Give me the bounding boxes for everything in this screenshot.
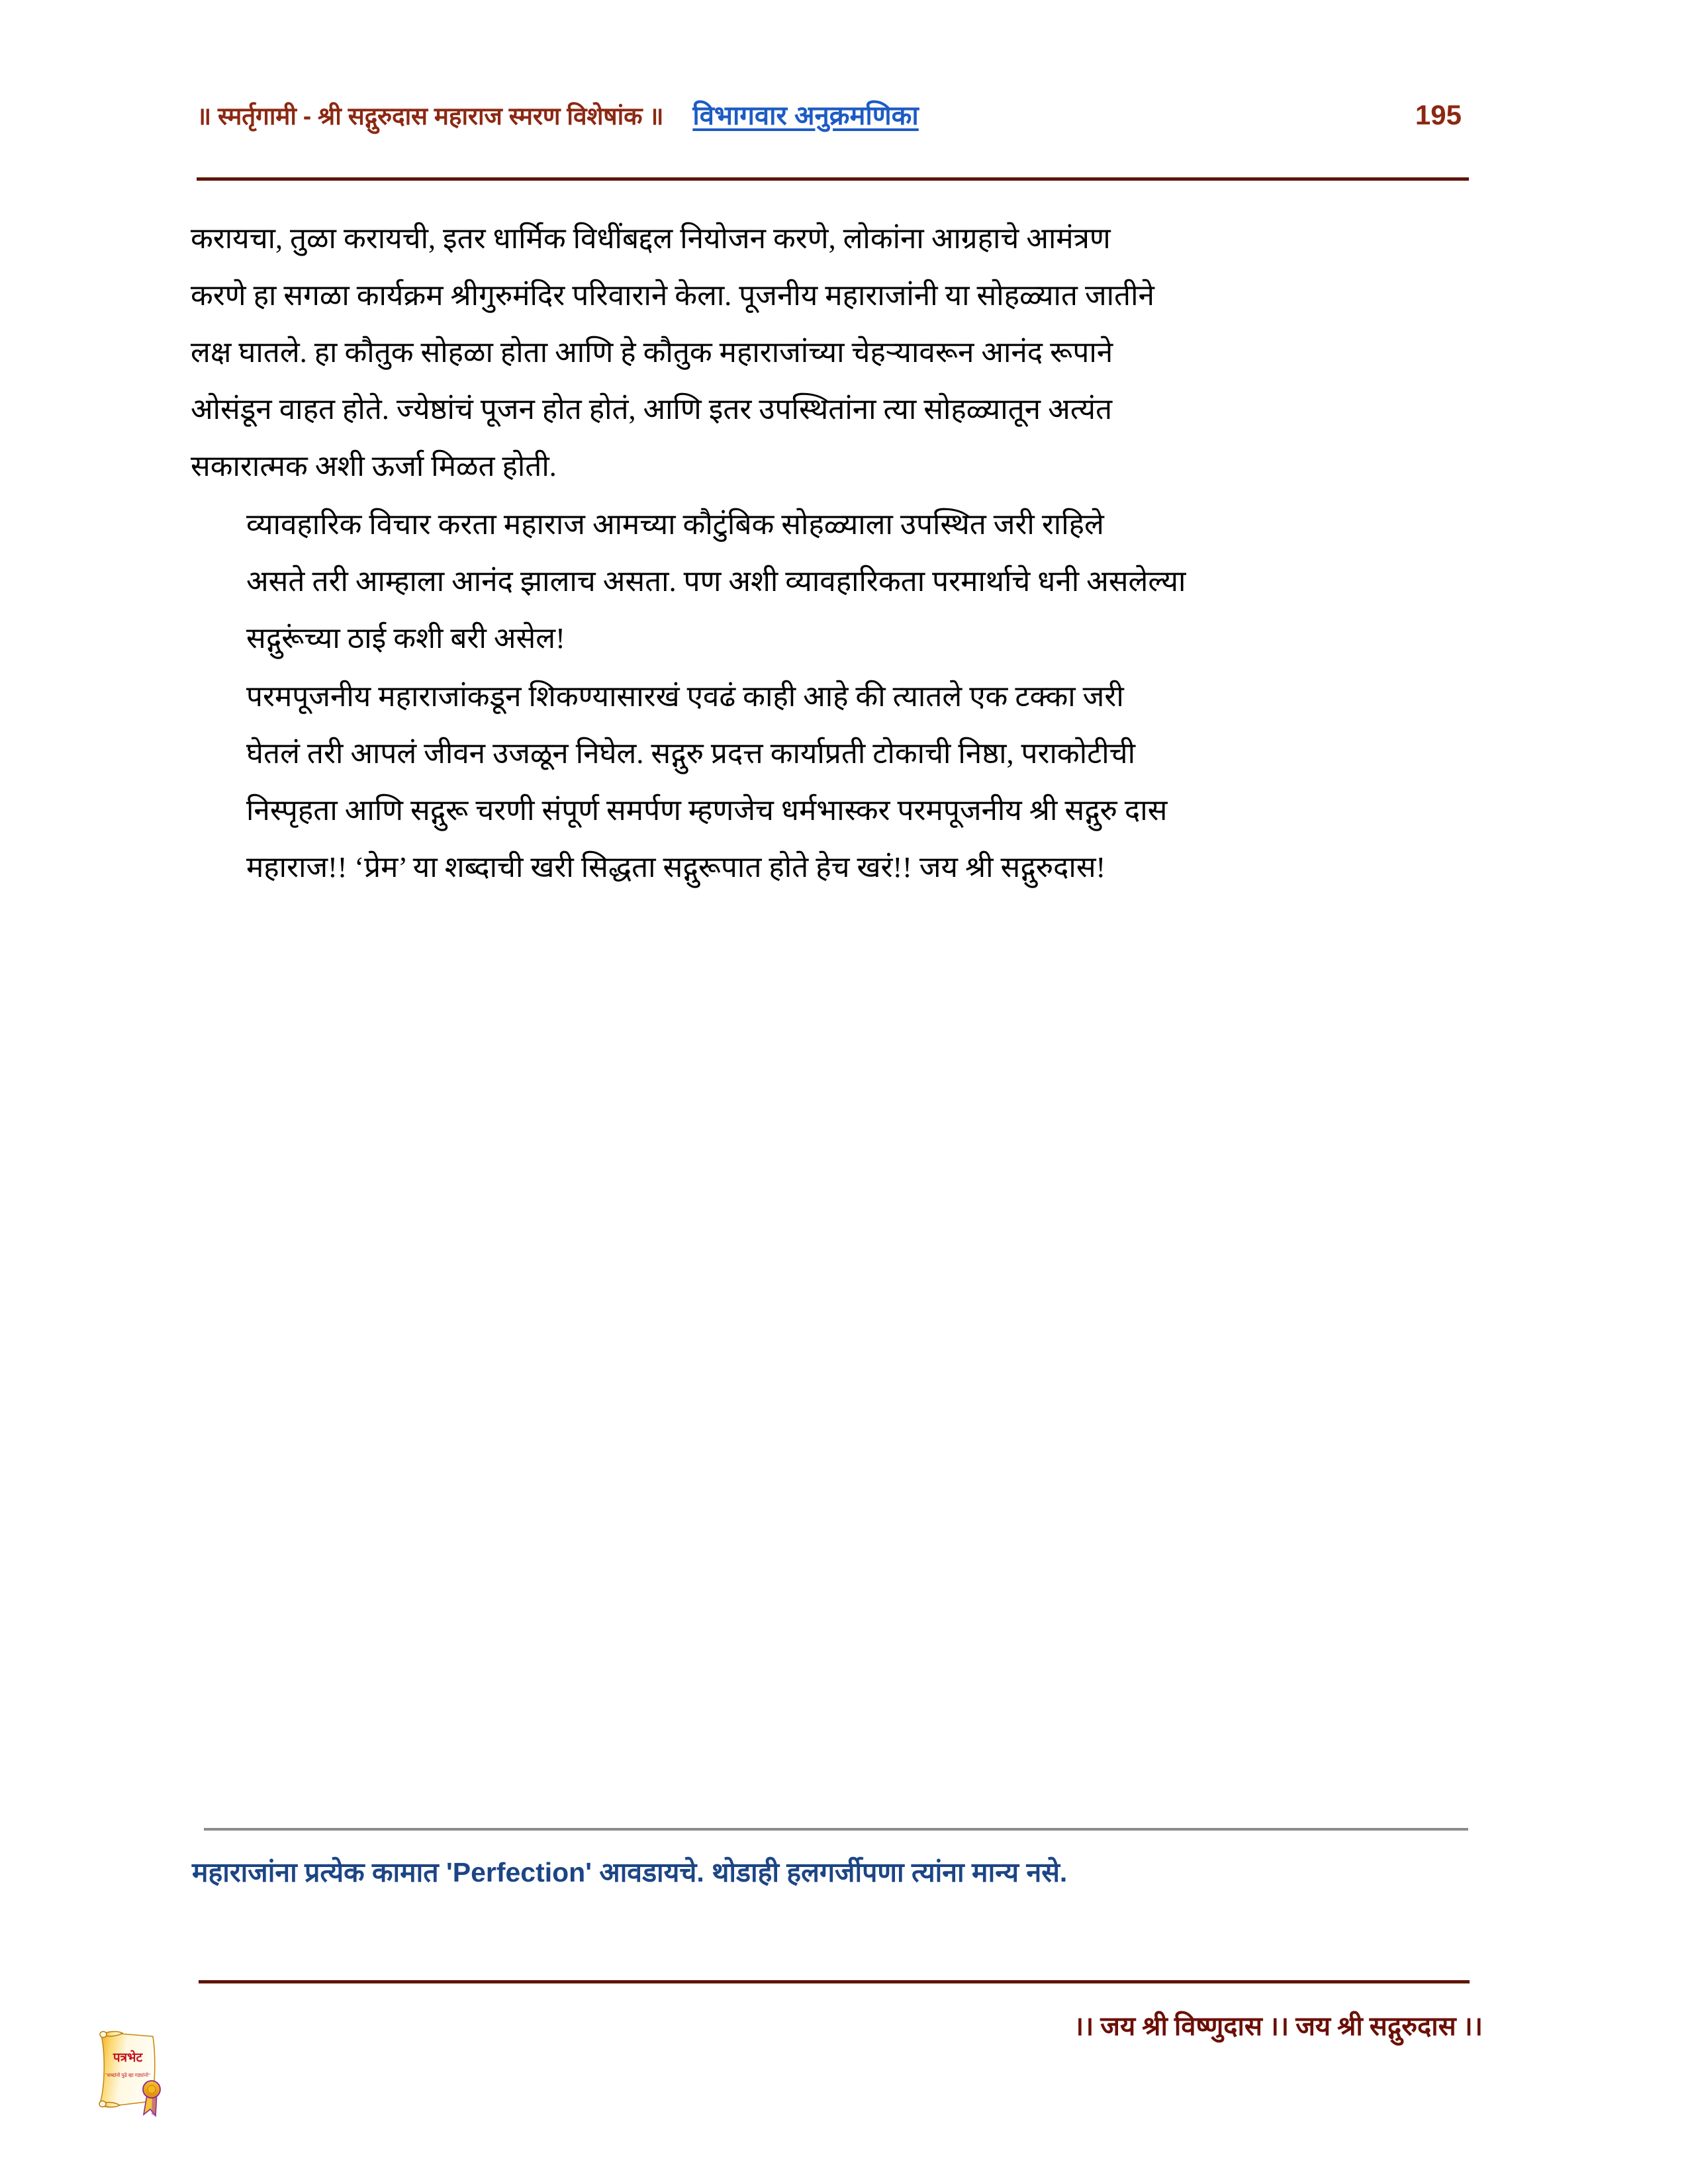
text-line: निस्पृहता आणि सद्गुरू चरणी संपूर्ण समर्पण म्हणजेच धर्मभास्कर परमपूजनीय श्री सद्गुरु दास (246, 794, 1168, 827)
text-line: सकारात्मक अशी ऊर्जा मिळत होती. (191, 450, 557, 482)
text-line: लक्ष घातले. हा कौतुक सोहळा होता आणि हे कौतुक महाराजांच्या चेहऱ्यावरून आनंद रूपाने (191, 336, 1113, 369)
body-text (191, 210, 1478, 897)
footer-divider (199, 1980, 1470, 1983)
header-divider (197, 177, 1469, 181)
text-line: करणे हा सगळा कार्यक्रम श्रीगुरुमंदिर परिवाराने केला. पूजनीय महाराजांनी या सोहळ्यात जातीने (191, 279, 1154, 312)
scroll-icon (95, 2022, 169, 2121)
paragraph-2 (191, 496, 1478, 667)
patrabhet-logo (95, 2022, 169, 2121)
text-line: महाराज!! ‘प्रेम’ या शब्दाची खरी सिद्धता सद्गुरूपात होते हेच खरं!! जय श्री सद्गुरुदास! (246, 851, 1106, 884)
text-line: परमपूजनीय महाराजांकडून शिकण्यासारखं एवढं काही आहे की त्यातले एक टक्का जरी (246, 680, 1124, 713)
text-line: सद्गुरूंच्या ठाई कशी बरी असेल! (246, 622, 565, 655)
paragraph-3 (191, 668, 1478, 896)
header-title: ॥ स्मर्तृगामी - श्री सद्गुरुदास महाराज स्मरण विशेषांक ॥ (197, 103, 664, 130)
text-line: असते तरी आम्हाला आनंद झालाच असता. पण अशी व्यावहारिकता परमार्थाचे धनी असलेल्या (246, 565, 1186, 598)
text-line: ओसंडून वाहत होते. ज्येष्ठांचं पूजन होत होतं, आणि इतर उपस्थितांना त्या सोहळ्यातून अत्यंत (191, 393, 1113, 426)
page-header (197, 96, 1471, 149)
footer-quote: महाराजांना प्रत्येक कामात 'Perfection' आवडायचे. थोडाही हलगर्जीपणा त्यांना मान्य नसे. (192, 1857, 1068, 1888)
quote-divider (204, 1828, 1468, 1831)
logo-tagline: "शब्दांनो पुढे व्हा गड्यांनो" (105, 2072, 151, 2078)
page-number: 195 (1415, 99, 1462, 130)
logo-label: पत्रभेट (113, 2051, 143, 2065)
footer-jai-text: ।। जय श्री विष्णुदास ।। जय श्री सद्गुरुदास ।। (1073, 2011, 1483, 2041)
text-line: करायचा, तुळा करायची, इतर धार्मिक विधींबद्दल नियोजन करणे, लोकांना आग्रहाचे आमंत्रण (191, 222, 1111, 255)
paragraph-1 (191, 210, 1478, 495)
text-line: व्यावहारिक विचार करता महाराज आमच्या कौटुंबिक सोहळ्याला उपस्थित जरी राहिले (246, 508, 1104, 541)
text-line: घेतलं तरी आपलं जीवन उजळून निघेल. सद्गुरु प्रदत्त कार्याप्रती टोकाची निष्ठा, पराकोटीची (246, 737, 1136, 770)
index-link[interactable]: विभागवार अनुक्रमणिका (692, 101, 919, 130)
